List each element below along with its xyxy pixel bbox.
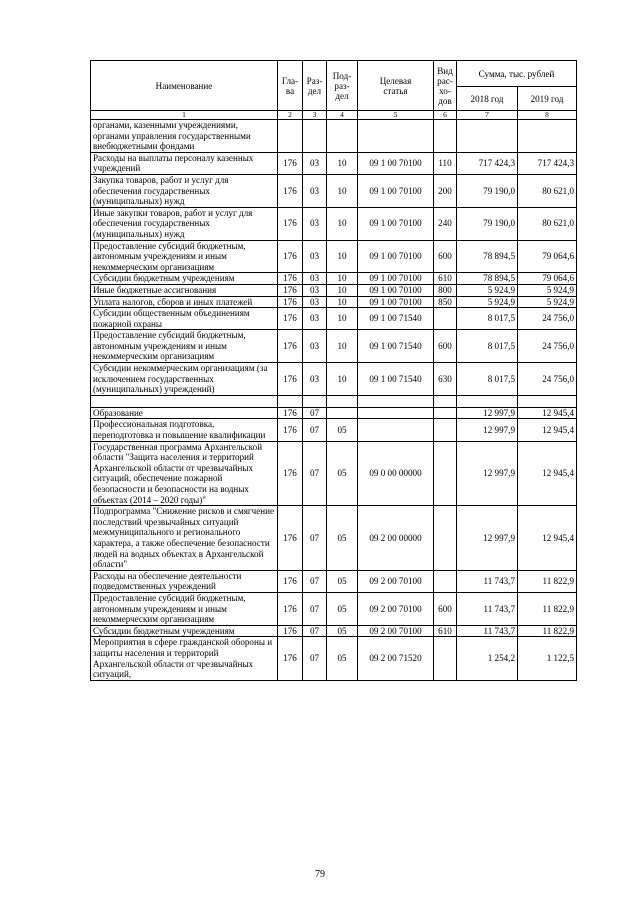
row-glava: 176 — [278, 570, 303, 592]
row-glava: 176 — [278, 174, 303, 207]
row-target: 09 2 00 70100 — [358, 592, 434, 625]
row-podrazdel: 05 — [327, 625, 358, 637]
row-sum-2018: 11 743,7 — [457, 592, 518, 625]
row-vid: 800 — [434, 284, 457, 296]
row-vid — [434, 120, 457, 153]
table-row — [91, 296, 577, 308]
page-number: 79 — [315, 869, 325, 880]
row-sum-2018: 78 894,5 — [457, 240, 518, 273]
column-number: 1 — [91, 111, 278, 120]
row-name: Предоставление субсидий бюджетным, автономным учреждениям и иным некоммерческим организациям — [91, 240, 278, 273]
row-glava: 176 — [278, 330, 303, 363]
row-sum-2018: 8 017,5 — [457, 363, 518, 396]
row-target — [358, 395, 434, 407]
row-glava: 176 — [278, 506, 303, 571]
row-name: Мероприятия в сфере гражданской обороны и защиты населения и территорий Архангельской области от чрезвычайных ситуаций, — [91, 637, 278, 680]
column-number: 7 — [457, 111, 518, 120]
row-sum-2019: 5 924,9 — [518, 296, 577, 308]
row-vid — [434, 419, 457, 441]
row-sum-2018 — [457, 120, 518, 153]
row-target: 09 2 00 70100 — [358, 570, 434, 592]
table-body — [91, 120, 577, 681]
row-vid: 610 — [434, 625, 457, 637]
row-podrazdel — [327, 407, 358, 419]
row-name: Уплата налогов, сборов и иных платежей — [91, 296, 278, 308]
row-sum-2018: 1 254,2 — [457, 637, 518, 680]
row-sum-2019: 11 822,9 — [518, 625, 577, 637]
row-razdel: 07 — [303, 637, 327, 680]
row-glava: 176 — [278, 419, 303, 441]
row-target: 09 1 00 70100 — [358, 296, 434, 308]
row-podrazdel: 10 — [327, 296, 358, 308]
row-glava: 176 — [278, 592, 303, 625]
row-name: Иные бюджетные ассигнования — [91, 284, 278, 296]
row-target — [358, 407, 434, 419]
header-name: Наименование — [91, 61, 278, 111]
row-razdel: 07 — [303, 592, 327, 625]
column-number: 2 — [278, 111, 303, 120]
row-podrazdel — [327, 395, 358, 407]
row-podrazdel: 05 — [327, 637, 358, 680]
table-row — [91, 273, 577, 285]
table-row — [91, 284, 577, 296]
row-razdel: 03 — [303, 296, 327, 308]
row-podrazdel: 10 — [327, 152, 358, 174]
row-name — [91, 395, 278, 407]
row-sum-2018: 8 017,5 — [457, 308, 518, 330]
column-number: 5 — [358, 111, 434, 120]
row-target: 09 1 00 70100 — [358, 284, 434, 296]
row-target: 09 1 00 70100 — [358, 240, 434, 273]
row-glava: 176 — [278, 240, 303, 273]
row-glava: 176 — [278, 207, 303, 240]
header-podrazdel: Под- раз- дел — [327, 61, 358, 111]
header-vid: Вид рас- хо- дов — [434, 61, 457, 111]
row-podrazdel — [327, 120, 358, 153]
row-target — [358, 419, 434, 441]
row-vid: 200 — [434, 174, 457, 207]
row-razdel: 03 — [303, 273, 327, 285]
row-razdel: 03 — [303, 240, 327, 273]
row-sum-2018: 8 017,5 — [457, 330, 518, 363]
row-razdel: 03 — [303, 308, 327, 330]
row-sum-2019: 80 621,0 — [518, 207, 577, 240]
row-podrazdel: 05 — [327, 441, 358, 506]
row-sum-2019: 12 945,4 — [518, 441, 577, 506]
row-razdel: 03 — [303, 174, 327, 207]
row-razdel — [303, 395, 327, 407]
row-glava: 176 — [278, 284, 303, 296]
row-razdel: 03 — [303, 330, 327, 363]
row-glava: 176 — [278, 363, 303, 396]
row-podrazdel: 05 — [327, 419, 358, 441]
row-name: Расходы на выплаты персоналу казенных учреждений — [91, 152, 278, 174]
row-target: 09 2 00 71520 — [358, 637, 434, 680]
table-row — [91, 207, 577, 240]
row-vid — [434, 308, 457, 330]
row-sum-2018: 79 190,0 — [457, 174, 518, 207]
table-row — [91, 592, 577, 625]
row-podrazdel: 05 — [327, 592, 358, 625]
row-vid: 600 — [434, 592, 457, 625]
header-sum: Сумма, тыс. рублей — [457, 61, 577, 87]
row-sum-2018 — [457, 395, 518, 407]
table-row — [91, 637, 577, 680]
table-row — [91, 330, 577, 363]
row-sum-2018: 12 997,9 — [457, 441, 518, 506]
row-glava: 176 — [278, 296, 303, 308]
header-2019: 2019 год — [518, 87, 577, 111]
table-row — [91, 240, 577, 273]
row-vid — [434, 407, 457, 419]
row-name: Субсидии некоммерческим организациям (за исключением государственных (муниципальных) учреждений) — [91, 363, 278, 396]
header-target: Целевая статья — [358, 61, 434, 111]
row-glava: 176 — [278, 308, 303, 330]
row-sum-2018: 5 924,9 — [457, 296, 518, 308]
row-sum-2019: 24 756,0 — [518, 363, 577, 396]
table-row — [91, 152, 577, 174]
row-vid — [434, 395, 457, 407]
row-vid — [434, 637, 457, 680]
row-podrazdel: 10 — [327, 363, 358, 396]
row-razdel: 07 — [303, 570, 327, 592]
row-sum-2018: 12 997,9 — [457, 506, 518, 571]
table-row — [91, 363, 577, 396]
row-glava: 176 — [278, 407, 303, 419]
row-name: Государственная программа Архангельской области "Защита населения и территорий Архангельской области от чрезвычайных ситуаций, обеспечение пожарной безопасности и безопасности на водных объектах (2014 – 2020 годы)" — [91, 441, 278, 506]
column-number: 3 — [303, 111, 327, 120]
row-target: 09 2 00 70100 — [358, 625, 434, 637]
row-vid — [434, 570, 457, 592]
budget-table — [90, 60, 577, 681]
table-row — [91, 570, 577, 592]
table-row — [91, 407, 577, 419]
row-sum-2018: 717 424,3 — [457, 152, 518, 174]
row-sum-2019: 12 945,4 — [518, 407, 577, 419]
row-sum-2018: 79 190,0 — [457, 207, 518, 240]
row-razdel: 03 — [303, 284, 327, 296]
row-razdel: 07 — [303, 625, 327, 637]
row-glava — [278, 120, 303, 153]
column-number: 8 — [518, 111, 577, 120]
row-vid: 240 — [434, 207, 457, 240]
row-sum-2018: 5 924,9 — [457, 284, 518, 296]
row-target: 09 1 00 70100 — [358, 207, 434, 240]
row-glava — [278, 395, 303, 407]
row-name: Субсидии общественным объединениям пожарной охраны — [91, 308, 278, 330]
row-target: 09 1 00 71540 — [358, 363, 434, 396]
row-sum-2019: 12 945,4 — [518, 506, 577, 571]
column-number: 6 — [434, 111, 457, 120]
row-razdel: 07 — [303, 441, 327, 506]
row-name: органами, казенными учреждениями, органами управления государственными внебюджетными фондами — [91, 120, 278, 153]
row-name: Иные закупки товаров, работ и услуг для обеспечения государственных (муниципальных) нужд — [91, 207, 278, 240]
row-vid: 600 — [434, 330, 457, 363]
header-2018: 2018 год — [457, 87, 518, 111]
table-row — [91, 174, 577, 207]
column-number-row — [91, 111, 577, 120]
row-podrazdel: 10 — [327, 207, 358, 240]
row-razdel: 07 — [303, 419, 327, 441]
row-glava: 176 — [278, 441, 303, 506]
row-name: Предоставление субсидий бюджетным, автономным учреждениям и иным некоммерческим организациям — [91, 592, 278, 625]
row-sum-2019: 717 424,3 — [518, 152, 577, 174]
table-row — [91, 419, 577, 441]
row-sum-2018: 78 894,5 — [457, 273, 518, 285]
table-row — [91, 308, 577, 330]
row-sum-2019: 79 064,6 — [518, 273, 577, 285]
row-sum-2019: 79 064,6 — [518, 240, 577, 273]
row-vid — [434, 441, 457, 506]
row-podrazdel: 05 — [327, 506, 358, 571]
column-number: 4 — [327, 111, 358, 120]
table-row — [91, 625, 577, 637]
table-header — [91, 61, 577, 120]
table-row — [91, 506, 577, 571]
row-sum-2018: 12 997,9 — [457, 407, 518, 419]
row-vid: 850 — [434, 296, 457, 308]
row-sum-2019 — [518, 395, 577, 407]
row-sum-2019 — [518, 120, 577, 153]
row-target: 09 0 00 00000 — [358, 441, 434, 506]
row-glava: 176 — [278, 637, 303, 680]
row-razdel: 03 — [303, 152, 327, 174]
row-name: Субсидии бюджетным учреждениям — [91, 273, 278, 285]
row-name: Подпрограмма "Снижение рисков и смягчение последствий чрезвычайных ситуаций межмуниципального и регионального характера, а также обеспечение безопасности людей на водных объектах в Архангельской области" — [91, 506, 278, 571]
row-razdel — [303, 120, 327, 153]
row-target: 09 1 00 70100 — [358, 174, 434, 207]
row-target: 09 1 00 71540 — [358, 308, 434, 330]
row-target: 09 1 00 70100 — [358, 152, 434, 174]
row-podrazdel: 10 — [327, 273, 358, 285]
table-row — [91, 120, 577, 153]
row-razdel: 03 — [303, 363, 327, 396]
row-sum-2019: 24 756,0 — [518, 308, 577, 330]
row-razdel: 03 — [303, 207, 327, 240]
row-target: 09 1 00 71540 — [358, 330, 434, 363]
table-row — [91, 441, 577, 506]
row-target: 09 2 00 00000 — [358, 506, 434, 571]
row-podrazdel: 10 — [327, 174, 358, 207]
row-name: Закупка товаров, работ и услуг для обеспечения государственных (муниципальных) нужд — [91, 174, 278, 207]
row-target — [358, 120, 434, 153]
row-glava: 176 — [278, 273, 303, 285]
row-sum-2019: 12 945,4 — [518, 419, 577, 441]
row-podrazdel: 05 — [327, 570, 358, 592]
row-podrazdel: 10 — [327, 240, 358, 273]
row-podrazdel: 10 — [327, 330, 358, 363]
row-target: 09 1 00 70100 — [358, 273, 434, 285]
row-sum-2019: 80 621,0 — [518, 174, 577, 207]
row-name: Расходы на обеспечение деятельности подведомственных учреждений — [91, 570, 278, 592]
row-sum-2019: 1 122,5 — [518, 637, 577, 680]
row-podrazdel: 10 — [327, 284, 358, 296]
row-vid: 610 — [434, 273, 457, 285]
row-razdel: 07 — [303, 407, 327, 419]
row-sum-2018: 11 743,7 — [457, 570, 518, 592]
row-vid: 110 — [434, 152, 457, 174]
row-vid: 630 — [434, 363, 457, 396]
row-glava: 176 — [278, 625, 303, 637]
table-row — [91, 395, 577, 407]
row-vid — [434, 506, 457, 571]
row-sum-2019: 11 822,9 — [518, 592, 577, 625]
row-podrazdel: 10 — [327, 308, 358, 330]
header-razdel: Раз- дел — [303, 61, 327, 111]
row-name: Предоставление субсидий бюджетным, автономным учреждениям и иным некоммерческим организациям — [91, 330, 278, 363]
row-glava: 176 — [278, 152, 303, 174]
row-sum-2019: 24 756,0 — [518, 330, 577, 363]
row-name: Образование — [91, 407, 278, 419]
header-glava: Гла- ва — [278, 61, 303, 111]
row-sum-2019: 5 924,9 — [518, 284, 577, 296]
row-name: Субсидии бюджетным учреждениям — [91, 625, 278, 637]
row-sum-2018: 12 997,9 — [457, 419, 518, 441]
row-sum-2019: 11 822,9 — [518, 570, 577, 592]
row-sum-2018: 11 743,7 — [457, 625, 518, 637]
row-razdel: 07 — [303, 506, 327, 571]
row-name: Профессиональная подготовка, переподготовка и повышение квалификации — [91, 419, 278, 441]
row-vid: 600 — [434, 240, 457, 273]
